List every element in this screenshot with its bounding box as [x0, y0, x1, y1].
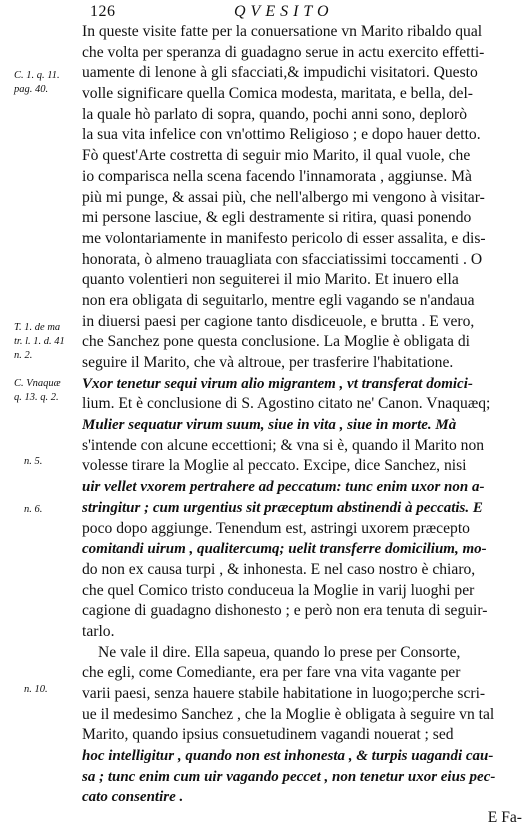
latin-quote-line: comitandi uirum , qualitercumq; uelit transferre domicilium, mo- [82, 541, 487, 558]
margin-note-t1: T. 1. de ma [14, 322, 61, 333]
latin-quote-line: hoc intelligitur , quando non est inhonesta , & turpis uagandi cau- [82, 748, 494, 765]
latin-quote-line: Mulier sequatur virum suum, siue in vita , siue in morte. Mà [82, 417, 457, 434]
text-line: varii paesi, senza hauere stabile habitatione in luogo;perche scri- [82, 685, 486, 702]
text-line: Marito, quando ipsius consuetudinem vagandi nouerat ; sed [82, 726, 454, 744]
margin-note-cv-ref: q. 13. q. 2. [14, 392, 59, 403]
margin-note-t1-ref: tr. l. 1. d. 41 [14, 336, 65, 347]
text-line: io comparisca nella scena facendo l'innamorata , aggiunse. Mà [82, 167, 472, 185]
margin-notes [0, 0, 76, 758]
text-line: che volta per speranza di guadagno serue in actu exercito effetti- [82, 43, 485, 61]
text-line: tarlo. [82, 622, 115, 640]
margin-note-n5: n. 5. [24, 456, 43, 467]
text-line: quanto volentieri non seguiterei il mio Marito. Et inuero ella [82, 271, 459, 289]
text-line: me volontariamente in manifesto pericolo di esser assalita, e dis- [82, 229, 486, 247]
text-line: Ne vale il dire. Ella sapeua, quando lo prese per Consorte, [98, 643, 461, 661]
text-line: lium. Et è conclusione di S. Agostino citato ne' Canon. Vnaquæq; [82, 395, 491, 413]
page-number: 126 [90, 3, 116, 20]
running-head: QVESITO [234, 3, 334, 20]
margin-note-cv: C. Vnaquæ [14, 378, 61, 389]
text-line: in diuersi paesi per cagione tanto disdiceuole, e brutta . E vero, [82, 312, 475, 330]
text-line: mi persone lasciue, & egli destramente si ritira, quasi ponendo [82, 209, 472, 227]
page-header [82, 3, 522, 23]
text-line: Fò quest'Arte costretta di seguir mio Marito, il qual vuole, che [82, 147, 471, 165]
text-line: ue il medesimo Sanchez , che la Moglie è obligata à seguire vn tal [82, 705, 495, 723]
text-line: volesse tirare la Moglie al peccato. Excipe, dice Sanchez, nisi [82, 457, 467, 475]
text-line: In queste visite fatte per la conuersatione vn Marito ribaldo qual [82, 23, 483, 40]
text-line: honorata, ò almeno trauagliata con sfacciatissimi toccamenti . O [82, 250, 483, 268]
latin-quote-line: cato consentire . [82, 789, 184, 806]
text-line: volle significare quella Comica modesta, maritata, e bella, del- [82, 85, 473, 103]
body-text [82, 22, 522, 829]
text-line: cagione di guadagno dishonesto ; e però non era tenuta di seguir- [82, 602, 488, 620]
margin-note-c1-page: pag. 40. [14, 84, 49, 95]
text-line: che Sanchez pone questa conclusione. La Moglie è obligata di [82, 333, 470, 351]
text-line: seguire il Marito, che và altroue, per trasferire l'habitatione. [82, 354, 454, 371]
text-line: più mi punge, & assai più, che nell'albergo mi vengono à visitar- [82, 188, 485, 206]
text-line: la quale hò parlato di sopra, quando, pochi anni sono, deplorò [82, 105, 467, 123]
text-line: uamente di lenone à gli sfacciati,& impudichi visitatori. Questo [82, 64, 478, 82]
latin-quote-line: Vxor tenetur sequi virum alio migrantem , vt transferat domici- [82, 375, 473, 392]
latin-quote-line: sa ; tunc enim cum uir vagando peccet , non tenetur uxor eius pec- [82, 768, 496, 785]
text-line: s'intende con alcune eccettioni; & vna si è, quando il Marito non [82, 436, 485, 454]
text-line: do non ex causa turpi , & inhonesta. E nel caso nostro è chiaro, [82, 560, 476, 578]
text-line: poco dopo aggiunge. Tenendum est, astringi uxorem præcepto [82, 519, 470, 537]
latin-quote-line: stringitur ; cum urgentius sit præceptum abstinendi à peccatis. E [82, 499, 483, 516]
text-line: che quel Comico tristo conduceua la Moglie in varij luoghi per [82, 581, 475, 599]
catchword: E Fa- [487, 809, 522, 827]
margin-note-c1: C. 1. q. 11. [14, 70, 60, 81]
margin-note-n10: n. 10. [24, 684, 48, 695]
margin-note-n6: n. 6. [24, 504, 43, 515]
margin-note-t1-num: n. 2. [14, 350, 33, 361]
text-line: non era obligata di seguitarlo, mentre egli vagando se n'andaua [82, 291, 475, 309]
text-line: che egli, come Comediante, era per fare vna vita vagante per [82, 664, 461, 682]
text-line: la sua vita infelice con vn'ottimo Religioso ; e dopo hauer detto. [82, 126, 481, 144]
latin-quote-line: uir vellet vxorem pertrahere ad peccatum: tunc enim uxor non a- [82, 479, 485, 496]
